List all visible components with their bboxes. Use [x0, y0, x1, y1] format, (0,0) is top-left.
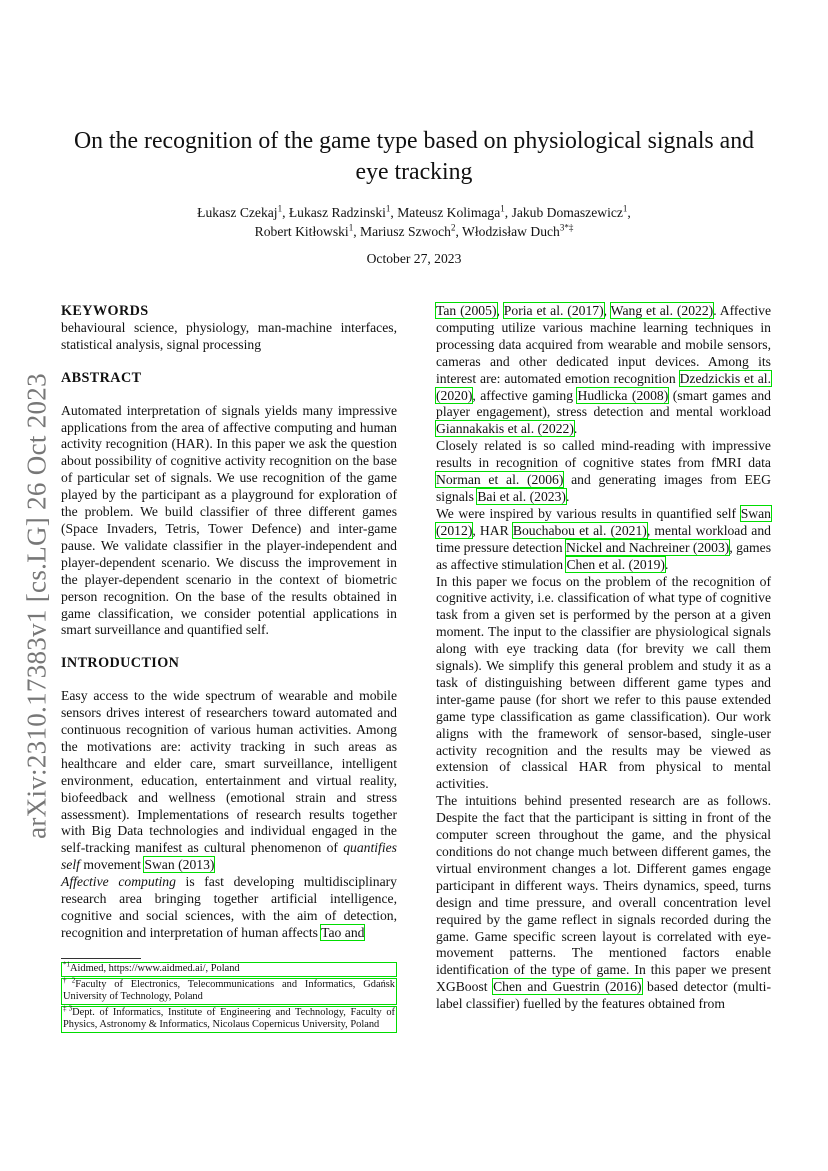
- footnote-1[interactable]: [61, 962, 397, 977]
- text-run: movement: [79, 857, 145, 873]
- text-run: , games as affective stimulation: [436, 539, 772, 572]
- author-list: [60, 203, 768, 241]
- right-paragraph-2: Closely related is so called mind-reading with impressive results in recognition of cognitive states from fMRI data Norman et al. (2006) and generating images from EEG signals Bai et al. (2023).: [436, 438, 771, 504]
- citation-link[interactable]: Wang et al. (2022): [610, 303, 714, 318]
- author-affiliation-mark: 1: [500, 203, 505, 214]
- author-affiliation-mark: 1: [385, 203, 391, 214]
- citation-link[interactable]: Swan (2013): [144, 857, 215, 873]
- footnote-mark: ‡3: [63, 1004, 73, 1013]
- publication-date: October 27, 2023: [366, 251, 462, 266]
- author-name: Mariusz Szwoch: [360, 224, 451, 239]
- right-column: [436, 303, 771, 1013]
- right-paragraph-1: Tan (2005), Poria et al. (2017), Wang et al. (2022). Affective computing utilize various machine learning techniques in processing data acquired from wearable and mobile sensors, cameras and other dedicated input devices. Among its interest are: automated emotion recognition Dzedzickis et al. (2020), affective gaming Hudlicka (2008) (smart games and player engagement), stress detection and mental workload Giannakakis et al. (2022).: [436, 303, 772, 437]
- citation-link[interactable]: Bouchabou et al. (2021): [512, 522, 647, 538]
- citation-link[interactable]: Tan (2005): [436, 303, 497, 318]
- citation-link[interactable]: Norman et al. (2006): [436, 472, 564, 488]
- text-run: , affective gaming: [472, 387, 578, 403]
- right-paragraph-4: In this paper we focus on the problem of the recognition of cognitive activity, i.e. classification of what type of cognitive task from a given set is performed by the person at a given moment. The input to the classifier are physiological signals along with eye tracking data (for brevity we call them signals). We simplify this general problem and study it as a task of distinguishing between different game types and inter-game pause (for short we refer to this pause extended game type classification as game classification). Our work aligns with the framework of sensor-based, single-user activity recognition and the results may be viewed as extension of classical HAR from physical to mental activities.: [436, 573, 771, 792]
- text-run: based detector (multi-label classifier) fuelled by the features obtained from: [436, 979, 771, 1012]
- citation-link[interactable]: Giannakakis et al. (2022): [436, 421, 574, 437]
- text-run: and generating images from EEG signals: [436, 472, 771, 504]
- author-affiliation-mark: 1: [277, 203, 283, 214]
- footnote-mark: *1: [63, 960, 70, 969]
- citation-link[interactable]: Bai et al. (2023): [477, 488, 566, 504]
- citation-link[interactable]: Tao and: [321, 924, 365, 940]
- footnotes: [61, 962, 397, 1034]
- citation-link[interactable]: Swan (2012): [436, 505, 771, 538]
- author-name: Łukasz Czekaj: [197, 205, 278, 220]
- text-run: Closely related is so called mind-reading with impressive results in recognition of cognitive states from fMRI data: [436, 438, 771, 471]
- author-name: Mateusz Kolimaga: [397, 205, 501, 220]
- text-run: , mental workload and time pressure detection: [436, 522, 772, 555]
- footnote-3[interactable]: [61, 1006, 397, 1033]
- footnote-text: Dept. of Informatics, Institute of Engineering and Technology, Faculty of Physics, Astronomy & Informatics, Nicolaus Copernicus University, Poland: [63, 1006, 395, 1030]
- introduction-paragraph-2: [61, 874, 397, 942]
- text-run: The intuitions behind presented research are as follows. Despite the fact that the participant is sitting in front of the computer screen throughout the game, and the physical conditions do not change much between different games, the virtual environment changes a lot. Different games engage participant in different ways. Theirs dynamics, speed, turns design and time pressure, and overall concentration level required by the game reflect in signals recorded during the game. Game specific screen layout is correlated with eye-movement patterns. The mentioned factors enable identification of the type of game. In this paper we present XGBoost: [436, 793, 771, 995]
- author-line-1: Łukasz Czekaj$^1$, Łukasz Radzinski$^1$, Mateusz Kolimaga$^1$, Jakub Domaszewicz$^1$,: [197, 203, 631, 220]
- citation-link[interactable]: Chen and Guestrin (2016): [493, 979, 642, 995]
- author-affiliation-mark: 1: [622, 203, 628, 214]
- footnote-text: Faculty of Electronics, Telecommunications and Informatics, Gdańsk University of Technology, Poland: [63, 978, 395, 1002]
- author-name: Włodzisław Duch: [462, 224, 560, 239]
- citation-link[interactable]: Dzedzickis et al. (2020): [436, 370, 771, 403]
- introduction-heading: INTRODUCTION: [61, 655, 180, 672]
- author-affiliation-mark: 3*‡: [559, 222, 574, 233]
- left-column: [61, 303, 397, 942]
- text-run: is fast developing multidisciplinary research area bringing together artificial intelligence, cognitive and social sciences, with the aim of detection, recognition and interpretation of human affects: [61, 874, 397, 940]
- author-name: Robert Kitłowski: [254, 224, 349, 239]
- emphasis: quantifies self: [61, 840, 397, 873]
- text-run: We were inspired by various results in quantified self: [436, 505, 741, 521]
- text-run: (smart games and player engagement), stress detection and mental workload: [436, 387, 772, 420]
- paper-title: On the recognition of the game type based on physiological signals and eye tracking: [73, 128, 755, 185]
- citation-link[interactable]: Nickel and Nachreiner (2003): [566, 539, 730, 555]
- author-affiliation-mark: 1: [348, 222, 354, 233]
- introduction-paragraph-1: [61, 688, 397, 874]
- arxiv-identifier: [22, 366, 52, 846]
- right-paragraph-5: [436, 793, 771, 1013]
- footnote-text: Aidmed, https://www.aidmed.ai/, Poland: [70, 963, 240, 974]
- author-name: Łukasz Radzinski: [288, 205, 386, 220]
- citation-link[interactable]: Poria et al. (2017): [503, 303, 604, 318]
- keywords-heading: KEYWORDS: [61, 303, 149, 319]
- keywords-text: behavioural science, physiology, man-machine interfaces, statistical analysis, signal processing: [61, 319, 397, 352]
- text-run: . Affective computing utilize various machine learning techniques in processing data acquired from wearable and mobile sensors, cameras and other dedicated input devices. Among its interest are: automated emotion recognition: [436, 303, 771, 386]
- text-run: Easy access to the wide spectrum of wearable and mobile sensors drives interest of researchers toward automated and continuous recognition of various human activities. Among the motivations are: activity tracking in such areas as healthcare and elder care, smart surveillance, intelligent environment, education, entertainment and virtual reality, biofeedback and wellness (emotional strain and stress assessment). Implementations of research results together with Big Data technologies and individual engaged in the self-tracking manifest as cultural phenomenon of: [61, 688, 397, 856]
- abstract-heading: ABSTRACT: [61, 369, 142, 386]
- arxiv-identifier-text: arXiv:2310.17383v1 [cs.LG] 26 Oct 2023: [21, 373, 52, 839]
- text-run: , HAR: [472, 522, 513, 538]
- emphasis: Affective computing: [61, 874, 176, 890]
- citation-link[interactable]: Chen et al. (2019): [566, 556, 665, 572]
- right-paragraph-3: We were inspired by various results in quantified self Swan (2012), HAR Bouchabou et al. (2021), mental workload and time pressure detection Nickel and Nachreiner (2003), games as affective stimulation Chen et al. (2019).: [436, 505, 772, 572]
- author-affiliation-mark: 2: [450, 222, 456, 233]
- footnote-2[interactable]: [61, 978, 397, 1005]
- abstract-text: Automated interpretation of signals yields many impressive applications from the area of affective computing and human activity recognition (HAR). In this paper we ask the question about possibility of cognitive activity recognition on the base of particular set of signals. We use recognition of the game played by the participant as a playground for exploration of the problem. We build classifier of three different games (Space Invaders, Tetris, Tower Defence) and inter-game pause. We validate classifier in the player-independent and player-dependent scenario. We discuss the improvement in the player-dependent scenario in the context of biometric person recognition. On the base of the results obtained in game classification, we consider potential applications in smart surveillance and quantified self.: [61, 402, 397, 638]
- citation-link[interactable]: Hudlicka (2008): [577, 387, 669, 403]
- author-name: Jakub Domaszewicz: [511, 205, 623, 220]
- author-line-2: Robert Kitłowski$^1$, Mariusz Szwoch$^2$, Włodzisław Duch$^{3*\ddagger}$: [254, 222, 574, 239]
- footnote-mark: †2: [63, 976, 76, 985]
- footnote-divider: [61, 958, 141, 959]
